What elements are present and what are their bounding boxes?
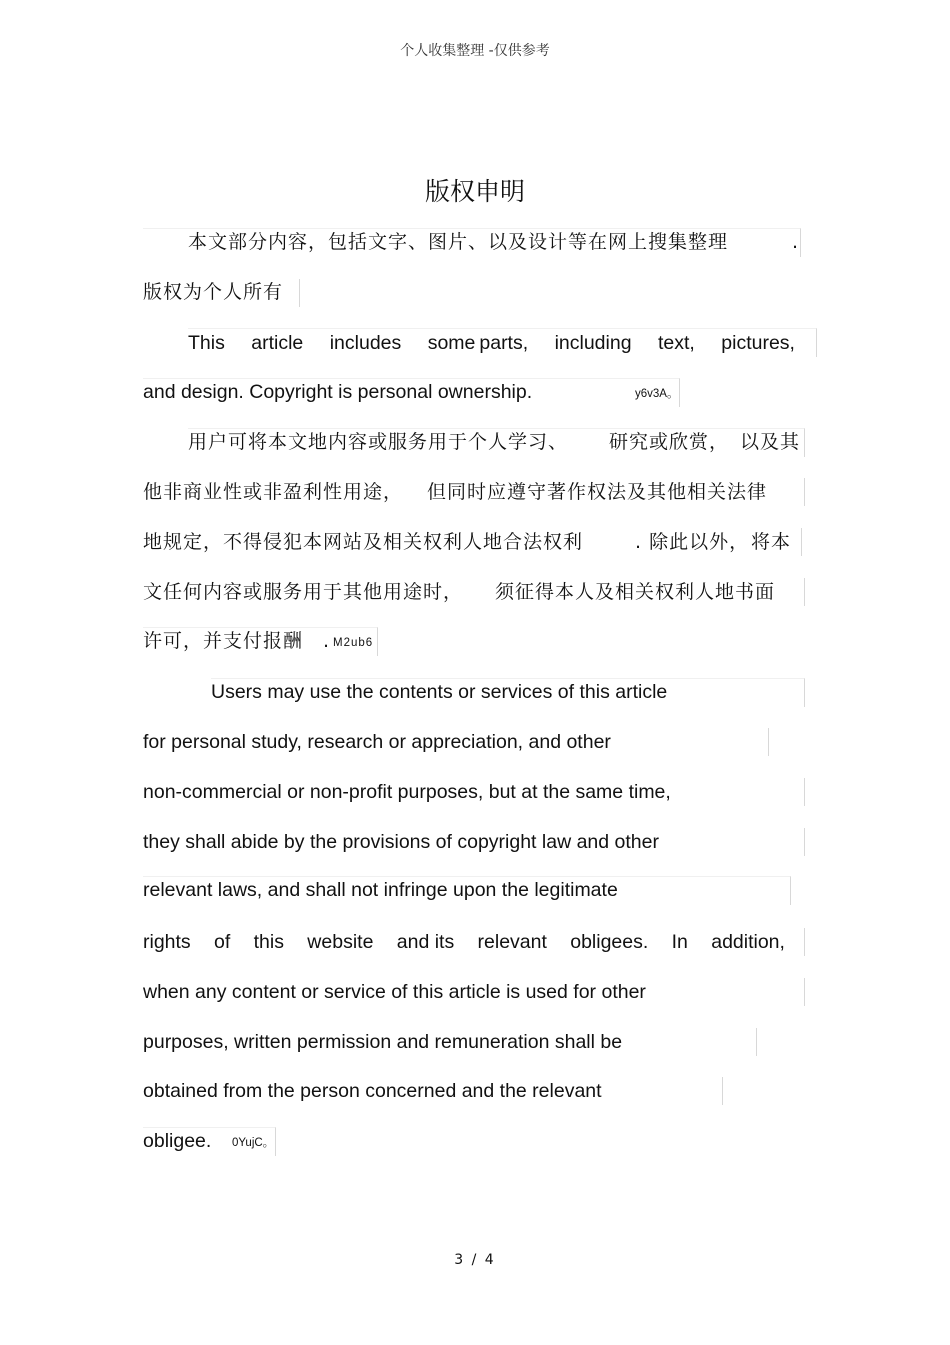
para1-line2: 版权为个人所有 <box>143 281 284 303</box>
para4-word: rights <box>143 931 191 953</box>
para3-line3b: . 除此以外， <box>635 531 750 553</box>
para3-line3c: 将本 <box>751 531 792 553</box>
para4-line10 <box>143 1128 275 1154</box>
para2-word: includes <box>329 332 402 354</box>
para4-line8: purposes, written permission and remuneration shall be <box>143 1031 623 1053</box>
para3-line5-text: 许可，并支付报酬 <box>143 630 304 652</box>
para3-line1b: 研究或欣赏， <box>609 431 730 453</box>
document-title: 版权申明 <box>424 177 525 206</box>
page-header: 个人收集整理 -仅供参考 <box>400 43 550 59</box>
para4-line3: non-commercial or non-profit purposes, but at the same time, <box>143 781 671 803</box>
para4-word: website <box>307 931 374 953</box>
para4-line6 <box>143 929 785 955</box>
para2-word: article <box>251 332 304 354</box>
para1-line1-text: 本文部分内容，包括文字、图片、以及设计等在网上搜集整理 <box>188 231 729 253</box>
para2-word: including <box>554 332 632 354</box>
para2-word: some <box>427 332 476 354</box>
para2-word: text, <box>657 332 695 354</box>
para2-line1 <box>188 330 795 356</box>
para3-line2a: 他非商业性或非盈利性用途， <box>143 481 404 503</box>
para4-word: addition, <box>711 931 785 953</box>
para4-line9: obtained from the person concerned and the relevant <box>143 1080 602 1102</box>
para4-line2: for personal study, research or appreciation, and other <box>143 731 611 753</box>
para2-word: This <box>188 332 225 354</box>
para2-word: pictures, <box>721 332 795 354</box>
para4-line1: Users may use the contents or services of this article <box>211 681 668 703</box>
para4-code: 0YujC。 <box>232 1137 275 1149</box>
para3-line2b: 但同时应遵守著作权法及其他相关法律 <box>427 481 768 503</box>
para4-word: obligees. <box>570 931 649 953</box>
para3-line5-end: . <box>323 630 331 652</box>
para3-line4a: 文任何内容或服务用于其他用途时， <box>143 581 464 603</box>
para4-line4: they shall abide by the provisions of copyright law and other <box>143 831 659 853</box>
para3-line1a: 用户可将本文地内容或服务用于个人学习、 <box>188 431 569 453</box>
para4-word: of <box>214 931 231 953</box>
para4-word: this <box>253 931 284 953</box>
para4-word: In <box>671 931 688 953</box>
para3-code: M2ub6 <box>333 637 374 649</box>
page-number: 3 / 4 <box>454 1252 496 1268</box>
para3-line1c: 以及其 <box>740 431 801 453</box>
para3-line4 <box>143 579 776 605</box>
para3-line1 <box>188 429 801 455</box>
para2-line2-text: and design. Copyright is personal ownership. <box>143 381 533 403</box>
para3-line3a: 地规定，不得侵犯本网站及相关权利人地合法权利 <box>143 531 584 553</box>
para2-code: y6v3A。 <box>635 388 679 400</box>
para3-line3 <box>143 529 792 555</box>
para3-line5 <box>143 628 374 654</box>
para3-line4b: 须征得本人及相关权利人地书面 <box>495 581 776 603</box>
para4-word: relevant <box>477 931 547 953</box>
para4-line10-text: obligee. <box>143 1130 212 1152</box>
para1-line1-end: . <box>792 231 800 253</box>
para4-line5: relevant laws, and shall not infringe upon the legitimate <box>143 879 618 901</box>
para4-word: and its <box>396 931 455 953</box>
para2-word: parts, <box>479 332 529 354</box>
para4-line7: when any content or service of this article is used for other <box>143 981 646 1003</box>
para2-word <box>428 330 528 356</box>
para1-line1 <box>188 229 800 255</box>
para3-line2 <box>143 479 768 505</box>
para2-line2 <box>143 379 679 405</box>
